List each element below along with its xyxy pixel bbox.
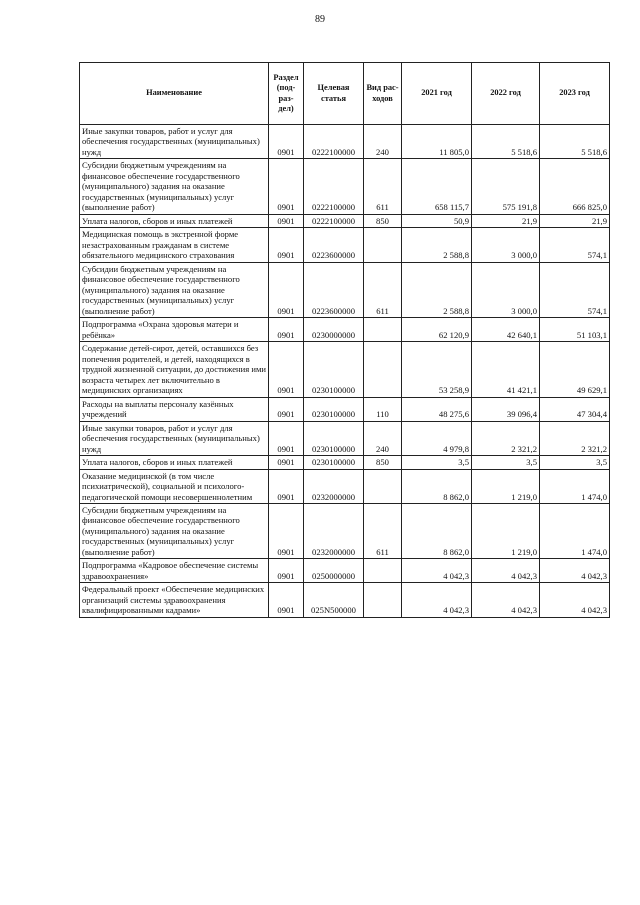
row-target: 0232000000: [304, 503, 364, 558]
row-section: 0901: [269, 583, 304, 617]
row-expense: [364, 469, 402, 503]
table-row: [80, 469, 610, 503]
header-2022: 2022 год: [472, 63, 540, 125]
row-target: 0222100000: [304, 214, 364, 227]
row-name: Уплата налогов, сборов и иных платежей: [80, 456, 269, 469]
header-expense: Вид рас-ходов: [364, 63, 402, 125]
row-name: Содержание детей-сирот, детей, оставшихся без попечения родителей, и детей, находящихся в трудной жизненной ситуации, до достижения ими возраста четырех лет включительно в медицинских организациях: [80, 342, 269, 397]
row-name: Субсидии бюджетным учреждениям на финансовое обеспечение государственного (муниципального) задания на оказание государственных (муниципальных) услуг (выполнение работ): [80, 159, 269, 214]
table-row: [80, 318, 610, 342]
row-target: 0230100000: [304, 397, 364, 421]
row-expense: [364, 228, 402, 262]
table-row: [80, 214, 610, 227]
row-expense: [364, 342, 402, 397]
row-name: Уплата налогов, сборов и иных платежей: [80, 214, 269, 227]
row-2022: 42 640,1: [472, 318, 540, 342]
row-name: Медицинская помощь в экстренной форме незастрахованным гражданам в системе обязательного медицинского страхования: [80, 228, 269, 262]
row-2022: 41 421,1: [472, 342, 540, 397]
table-row: [80, 262, 610, 317]
row-expense: [364, 559, 402, 583]
row-section: 0901: [269, 159, 304, 214]
row-2021: 4 042,3: [402, 559, 472, 583]
row-section: 0901: [269, 456, 304, 469]
row-2021: 3,5: [402, 456, 472, 469]
row-name: Субсидии бюджетным учреждениям на финансовое обеспечение государственного (муниципального) задания на оказание государственных (муниципальных) услуг (выполнение работ): [80, 262, 269, 317]
row-2023: 574,1: [540, 228, 610, 262]
row-2022: 3 000,0: [472, 228, 540, 262]
header-target: Целевая статья: [304, 63, 364, 125]
row-expense: 110: [364, 397, 402, 421]
row-expense: [364, 318, 402, 342]
header-2023: 2023 год: [540, 63, 610, 125]
row-section: 0901: [269, 214, 304, 227]
row-2023: 574,1: [540, 262, 610, 317]
row-2021: 658 115,7: [402, 159, 472, 214]
row-section: 0901: [269, 469, 304, 503]
table-header-row: [80, 63, 610, 125]
table-row: [80, 159, 610, 214]
table-body: [80, 125, 610, 618]
row-target: 0230100000: [304, 421, 364, 455]
row-2023: 47 304,4: [540, 397, 610, 421]
row-section: 0901: [269, 262, 304, 317]
row-name: Иные закупки товаров, работ и услуг для обеспечения государственных (муниципальных) нужд: [80, 421, 269, 455]
row-2022: 39 096,4: [472, 397, 540, 421]
row-2023: 2 321,2: [540, 421, 610, 455]
row-expense: 611: [364, 503, 402, 558]
row-target: 0223600000: [304, 262, 364, 317]
header-name: Наименование: [80, 63, 269, 125]
row-target: 025N500000: [304, 583, 364, 617]
row-section: 0901: [269, 342, 304, 397]
row-name: Оказание медицинской (в том числе психиатрической), социальной и психолого-педагогической помощи несовершеннолетним: [80, 469, 269, 503]
row-2023: 21,9: [540, 214, 610, 227]
row-target: 0230000000: [304, 318, 364, 342]
row-2022: 21,9: [472, 214, 540, 227]
row-2023: 4 042,3: [540, 583, 610, 617]
row-2023: 49 629,1: [540, 342, 610, 397]
table-row: [80, 559, 610, 583]
row-2022: 2 321,2: [472, 421, 540, 455]
row-name: Расходы на выплаты персоналу казённых учреждений: [80, 397, 269, 421]
row-target: 0222100000: [304, 159, 364, 214]
row-2022: 5 518,6: [472, 125, 540, 159]
table-row: [80, 125, 610, 159]
row-2021: 8 862,0: [402, 503, 472, 558]
row-section: 0901: [269, 228, 304, 262]
row-target: 0230100000: [304, 342, 364, 397]
row-2021: 53 258,9: [402, 342, 472, 397]
row-2021: 48 275,6: [402, 397, 472, 421]
row-target: 0222100000: [304, 125, 364, 159]
table-row: [80, 456, 610, 469]
row-2022: 4 042,3: [472, 559, 540, 583]
row-section: 0901: [269, 318, 304, 342]
row-2021: 4 979,8: [402, 421, 472, 455]
row-2022: 3 000,0: [472, 262, 540, 317]
table-row: [80, 397, 610, 421]
table-row: [80, 583, 610, 617]
row-name: Подпрограмма «Охрана здоровья матери и ребёнка»: [80, 318, 269, 342]
row-2023: 1 474,0: [540, 503, 610, 558]
row-section: 0901: [269, 421, 304, 455]
row-2022: 4 042,3: [472, 583, 540, 617]
row-expense: 611: [364, 262, 402, 317]
row-2021: 8 862,0: [402, 469, 472, 503]
row-2023: 5 518,6: [540, 125, 610, 159]
row-expense: 240: [364, 421, 402, 455]
row-name: Федеральный проект «Обеспечение медицинских организаций системы здравоохранения квалифицированными кадрами»: [80, 583, 269, 617]
table-row: [80, 503, 610, 558]
row-2021: 4 042,3: [402, 583, 472, 617]
row-name: Иные закупки товаров, работ и услуг для обеспечения государственных (муниципальных) нужд: [80, 125, 269, 159]
row-section: 0901: [269, 559, 304, 583]
row-expense: 850: [364, 214, 402, 227]
row-section: 0901: [269, 125, 304, 159]
row-expense: 850: [364, 456, 402, 469]
row-2022: 575 191,8: [472, 159, 540, 214]
row-target: 0250000000: [304, 559, 364, 583]
row-expense: 240: [364, 125, 402, 159]
budget-table: [79, 62, 610, 618]
row-2023: 666 825,0: [540, 159, 610, 214]
row-expense: [364, 583, 402, 617]
row-section: 0901: [269, 397, 304, 421]
row-2021: 62 120,9: [402, 318, 472, 342]
header-section: Раздел (под-раз-дел): [269, 63, 304, 125]
page-number: 89: [315, 14, 325, 25]
row-2021: 11 805,0: [402, 125, 472, 159]
row-2021: 2 588,8: [402, 228, 472, 262]
row-2022: 3,5: [472, 456, 540, 469]
row-2023: 1 474,0: [540, 469, 610, 503]
row-target: 0230100000: [304, 456, 364, 469]
row-2021: 2 588,8: [402, 262, 472, 317]
table-row: [80, 342, 610, 397]
row-2022: 1 219,0: [472, 469, 540, 503]
row-target: 0232000000: [304, 469, 364, 503]
header-2021: 2021 год: [402, 63, 472, 125]
table-row: [80, 421, 610, 455]
row-2023: 4 042,3: [540, 559, 610, 583]
row-2023: 51 103,1: [540, 318, 610, 342]
row-expense: 611: [364, 159, 402, 214]
row-2021: 50,9: [402, 214, 472, 227]
row-target: 0223600000: [304, 228, 364, 262]
table-row: [80, 228, 610, 262]
row-2022: 1 219,0: [472, 503, 540, 558]
row-name: Субсидии бюджетным учреждениям на финансовое обеспечение государственного (муниципального) задания на оказание государственных (муниципальных) услуг (выполнение работ): [80, 503, 269, 558]
row-2023: 3,5: [540, 456, 610, 469]
row-name: Подпрограмма «Кадровое обеспечение системы здравоохранения»: [80, 559, 269, 583]
row-section: 0901: [269, 503, 304, 558]
